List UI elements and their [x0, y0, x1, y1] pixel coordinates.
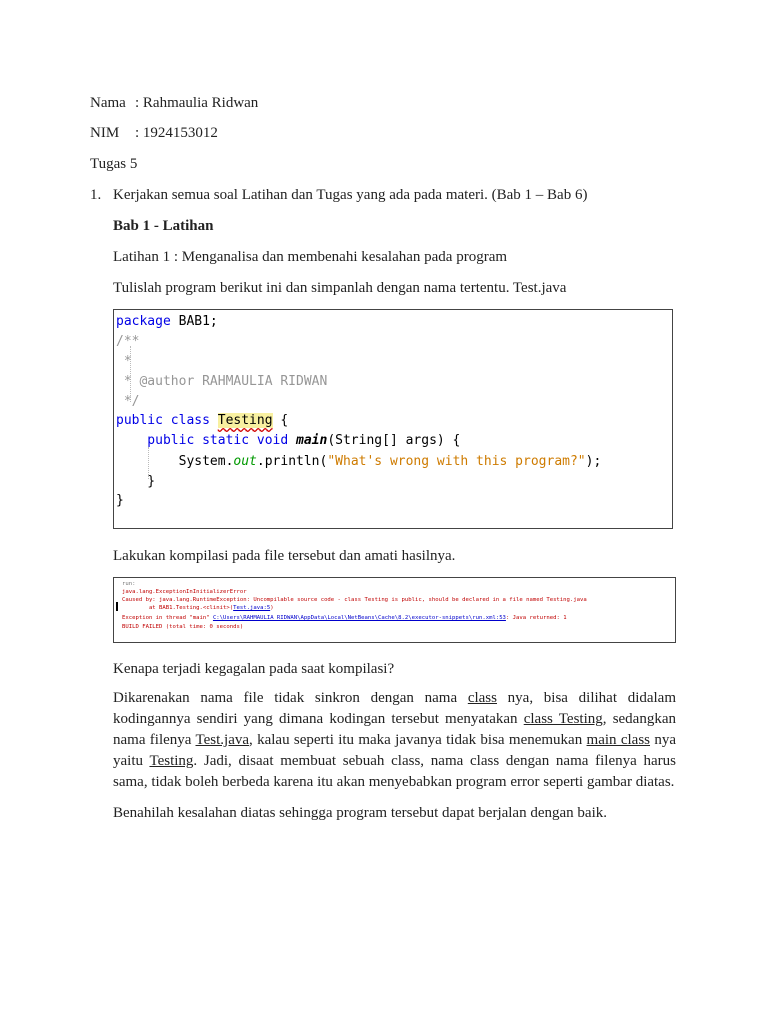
answer-text: nya yaitu	[113, 732, 676, 769]
list-item-number: 1.	[90, 187, 102, 203]
answer-text: . Jadi, disaat membuat sebuah class, nama class dengan nama filenya harus sama, tidak boleh berbeda karena itu akan menyebabkan program error seperti gambar diatas.	[113, 753, 676, 790]
output-text: )	[270, 605, 274, 611]
answer-text: , kalau seperti itu maka javanya tidak bisa menemukan	[249, 732, 587, 748]
code-keyword: package	[116, 314, 171, 329]
question-text: Kenapa terjadi kegagalan pada saat kompilasi?	[113, 661, 395, 677]
list-item-text: Kerjakan semua soal Latihan dan Tugas yang ada pada materi. (Bab 1 – Bab 6)	[113, 187, 588, 203]
assignment-title: Tugas 5	[90, 156, 138, 172]
code-keyword: public class	[116, 413, 218, 428]
compile-instruction: Lakukan kompilasi pada file tersebut dan amati hasilnya.	[113, 548, 456, 564]
answer-text: nya, bisa dilihat didalam kodingannya sendiri yang dimana kodingan tersebut menyatakan	[113, 690, 677, 727]
output-screenshot	[113, 577, 676, 643]
cursor-marker	[116, 602, 118, 611]
code-line-9: }	[116, 474, 156, 489]
answer-underlined: main class	[586, 732, 651, 748]
nim-value: : 1924153012	[135, 125, 218, 141]
answer-underlined: class Testing	[523, 711, 603, 727]
output-link[interactable]: Test.java:5	[233, 605, 271, 611]
code-text: System.	[116, 454, 234, 469]
code-string: "What's wrong with this program?"	[327, 454, 586, 469]
fix-instruction: Benahilah kesalahan diatas sehingga program tersebut dapat berjalan dengan baik.	[113, 805, 607, 821]
output-text: Exception in thread "main"	[122, 615, 213, 621]
answer-text: , sedangkan nama filenya	[113, 711, 676, 748]
output-text: at BAB1.Testing.<clinit>(	[122, 605, 234, 611]
code-line-10: }	[116, 493, 124, 508]
code-class-name: Testing	[217, 413, 273, 428]
nim-label: NIM	[90, 125, 120, 141]
code-method-name: main	[296, 433, 328, 448]
output-line-3: Caused by: java.lang.RuntimeException: Uncompilable source code - class Testing is public, should be declared in a file named Testing.java	[122, 597, 587, 603]
code-text: );	[585, 454, 602, 469]
output-link[interactable]: C:\Users\RAHMAULIA RIDWAN\AppData\Local\NetBeans\Cache\8.2\executor-snippets\run.xml:53	[212, 615, 506, 621]
code-line-1	[116, 312, 218, 332]
output-text: : Java returned: 1	[505, 615, 567, 621]
code-text: (String[] args) {	[327, 433, 461, 448]
answer-text: Dikarenakan nama file tidak sinkron dengan nama	[113, 690, 468, 706]
answer-underlined: class	[467, 690, 497, 706]
code-line-6	[116, 411, 288, 431]
answer-underlined: Testing	[149, 753, 194, 769]
section-title: Bab 1 - Latihan	[113, 218, 214, 234]
code-line-4: * @author RAHMAULIA RIDWAN	[116, 374, 328, 389]
output-line-1: run:	[122, 581, 136, 587]
code-text: BAB1;	[170, 314, 218, 329]
code-line-5: */	[116, 394, 140, 409]
code-line-7	[116, 431, 460, 451]
code-line-3: *	[116, 354, 132, 369]
output-line-4	[122, 604, 274, 612]
code-keyword: public static void	[116, 433, 297, 448]
code-text: .println(	[256, 454, 328, 469]
instruction-text: Tulislah program berikut ini dan simpanlah dengan nama tertentu. Test.java	[113, 280, 567, 296]
output-line-2: java.lang.ExceptionInInitializerError	[122, 589, 247, 595]
code-screenshot	[113, 309, 673, 529]
answer-paragraph	[113, 688, 676, 793]
exercise-title: Latihan 1 : Menganalisa dan membenahi kesalahan pada program	[113, 249, 508, 265]
name-label: Nama	[90, 95, 126, 111]
code-text: {	[272, 413, 289, 428]
output-line-5	[122, 614, 567, 622]
answer-underlined: Test.java	[195, 732, 250, 748]
code-field: out	[233, 454, 257, 469]
output-line-6: BUILD FAILED (total time: 0 seconds)	[122, 624, 244, 630]
code-line-2: /**	[116, 334, 140, 349]
name-value: : Rahmaulia Ridwan	[135, 95, 259, 111]
code-line-8	[116, 452, 601, 472]
